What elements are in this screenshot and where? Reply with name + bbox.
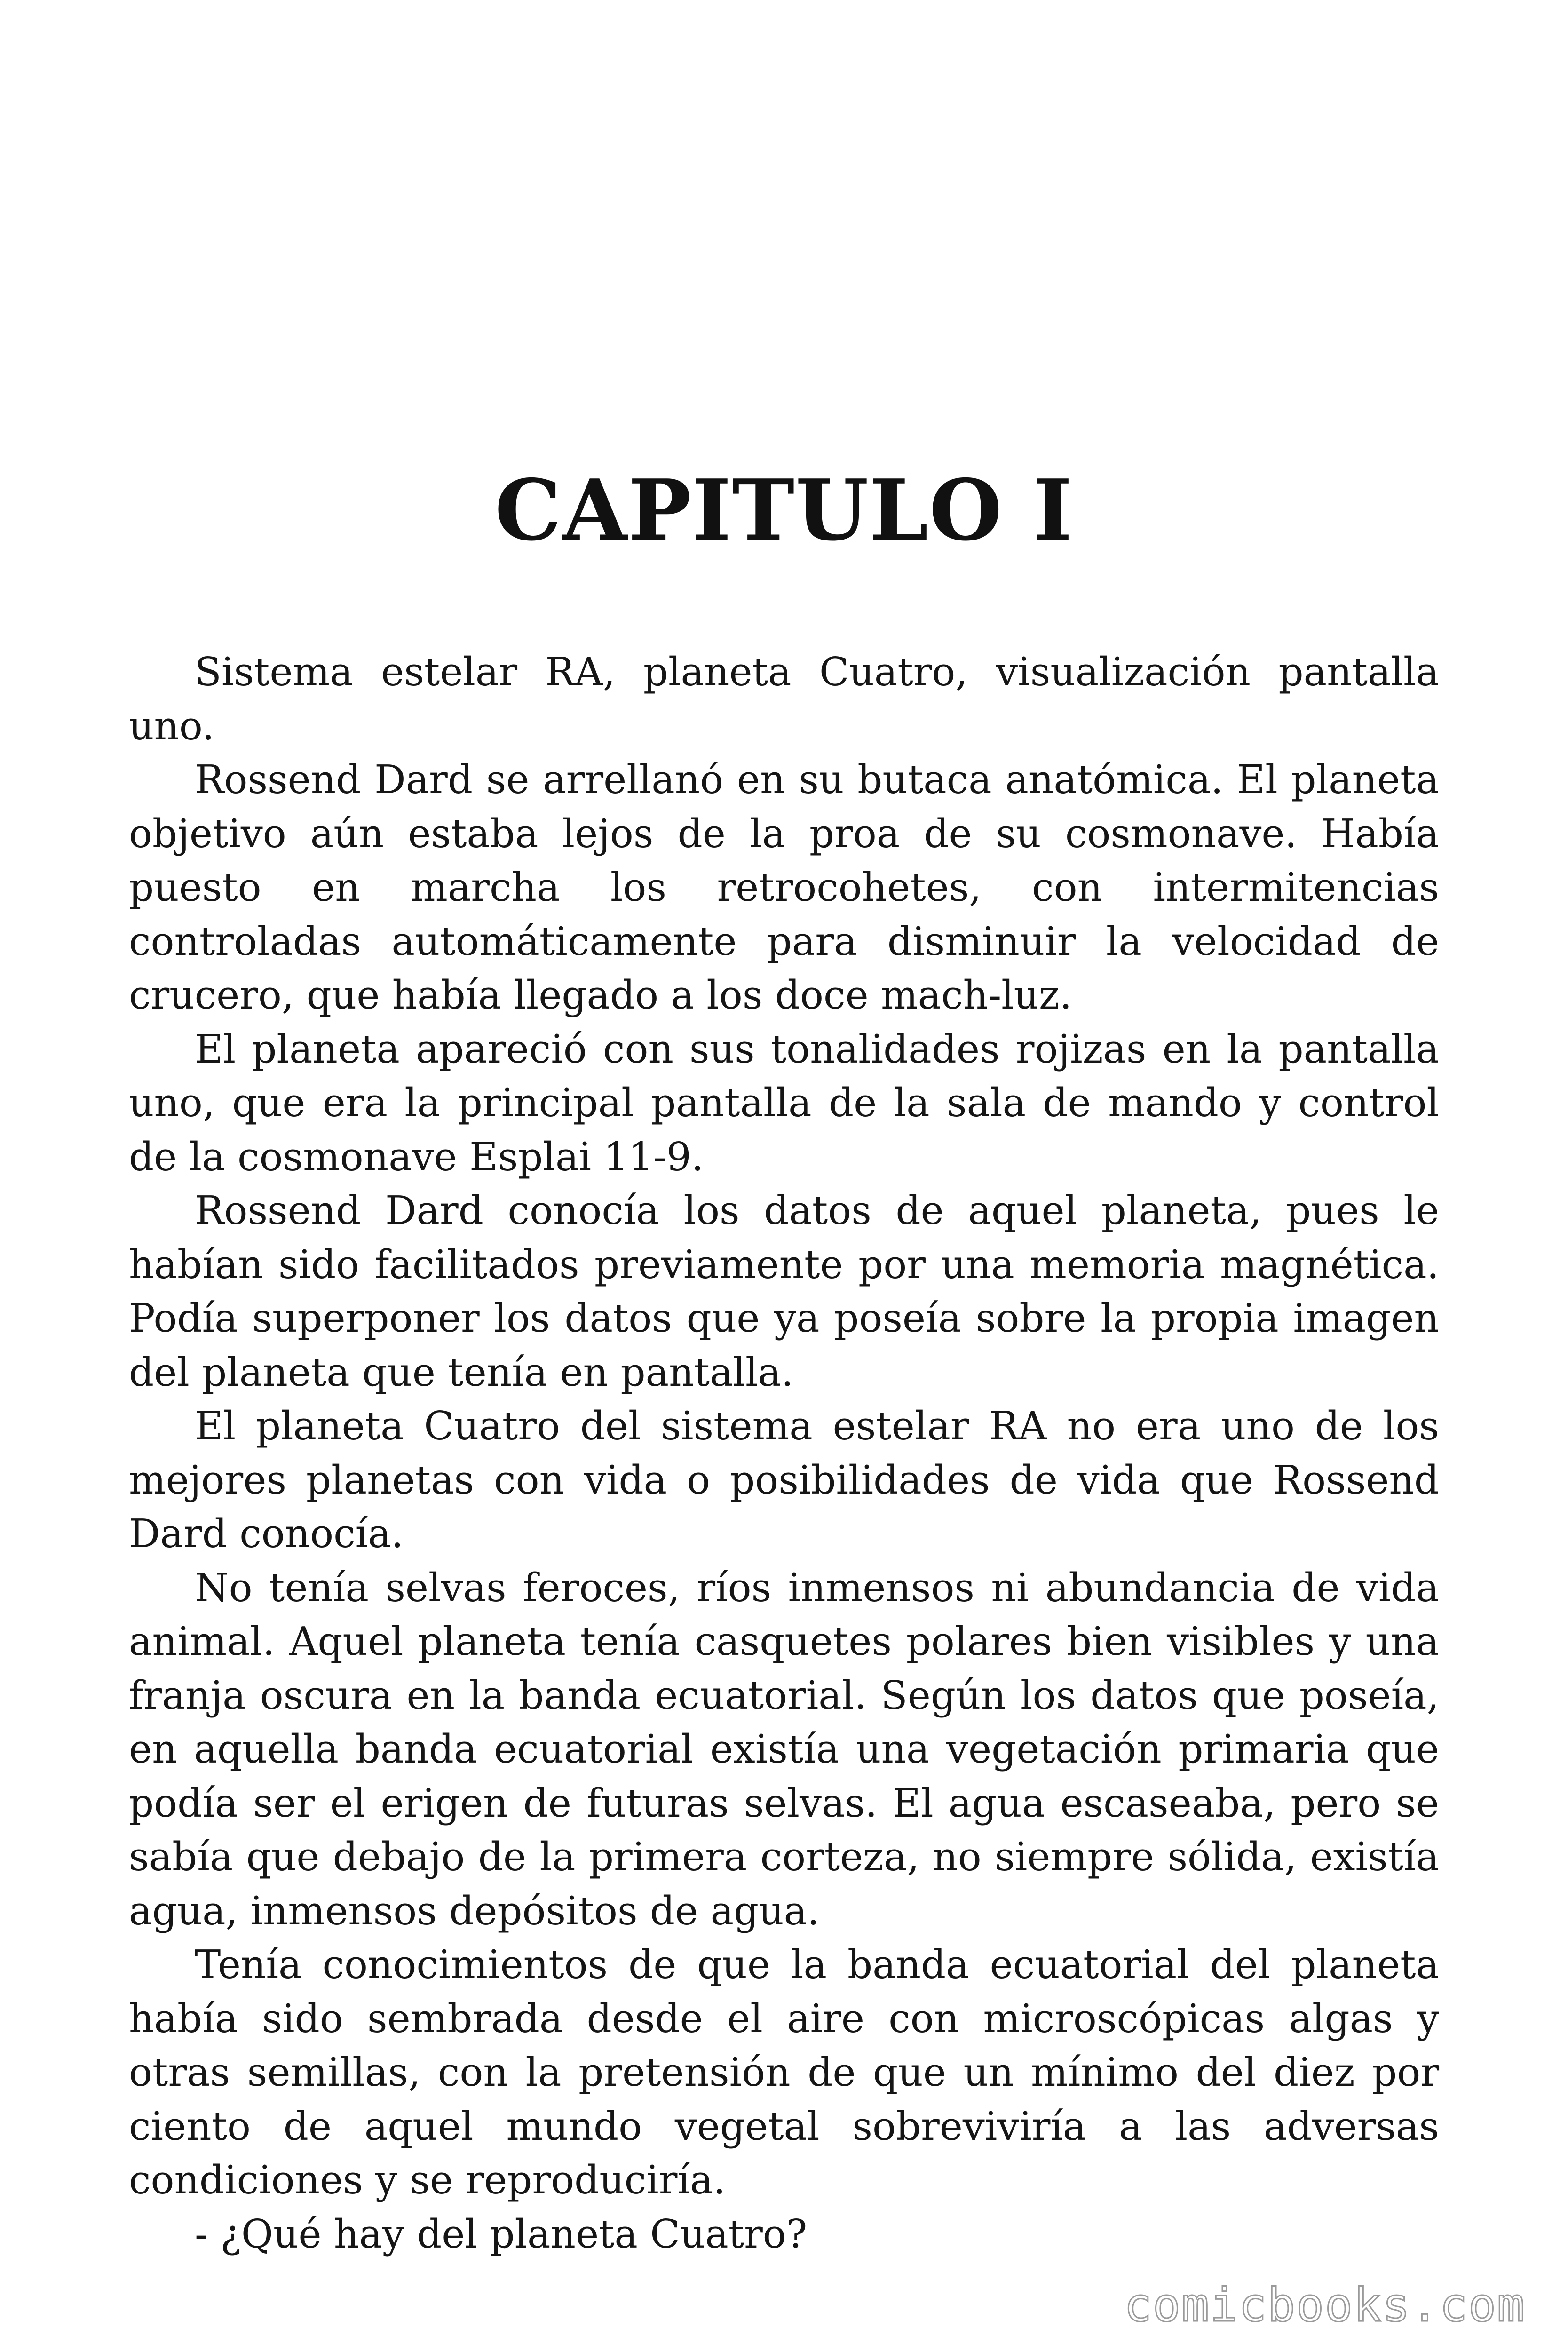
paragraph: No tenía selvas feroces, ríos inmensos ni abundancia de vida animal. Aquel planeta tenía casquetes polares bien visibles y una franja oscura en la banda ecuatorial. Según los datos que poseía, en aquella banda ecuatorial existía una vegetación primaria que podía ser el erigen de futuras selvas. El agua escaseaba, pero se sabía que debajo de la primera corteza, no siempre sólida, existía agua, inmensos depósitos de agua. — [129, 1565, 1439, 1934]
paragraph: El planeta apareció con sus tonalidades rojizas en la pantalla uno, que era la principal pantalla de la sala de mando y control de la cosmonave Esplai 11-9. — [129, 1026, 1439, 1180]
watermark: comicbooks.com — [1124, 2279, 1526, 2332]
paragraph: Sistema estelar RA, planeta Cuatro, visualización pantalla uno. — [129, 649, 1439, 749]
chapter-body — [129, 645, 1439, 2261]
paragraph: Rossend Dard se arrellanó en su butaca anatómica. El planeta objetivo aún estaba lejos de la proa de su cosmonave. Había puesto en marcha los retrocohetes, con intermitencias controladas automáticamente para disminuir la velocidad de crucero, que había llegado a los doce mach-luz. — [129, 757, 1439, 1018]
paragraph: Tenía conocimientos de que la banda ecuatorial del planeta había sido sembrada desde el aire con microscópicas algas y otras semillas, con la pretensión de que un mínimo del diez por ciento de aquel mundo vegetal sobreviviría a las adversas condiciones y se reproduciría. — [129, 1942, 1439, 2203]
chapter-title: CAPITULO I — [494, 461, 1074, 559]
paragraph: El planeta Cuatro del sistema estelar RA no era uno de los mejores planetas con vida o posibilidades de vida que Rossend Dard conocía. — [129, 1403, 1439, 1557]
paragraph: Rossend Dard conocía los datos de aquel planeta, pues le habían sido facilitados previamente por una memoria magnética. Podía superponer los datos que ya poseía sobre la propia imagen del planeta que tenía en pantalla. — [129, 1188, 1439, 1395]
dialogue-line: - ¿Qué hay del planeta Cuatro? — [195, 2211, 808, 2257]
